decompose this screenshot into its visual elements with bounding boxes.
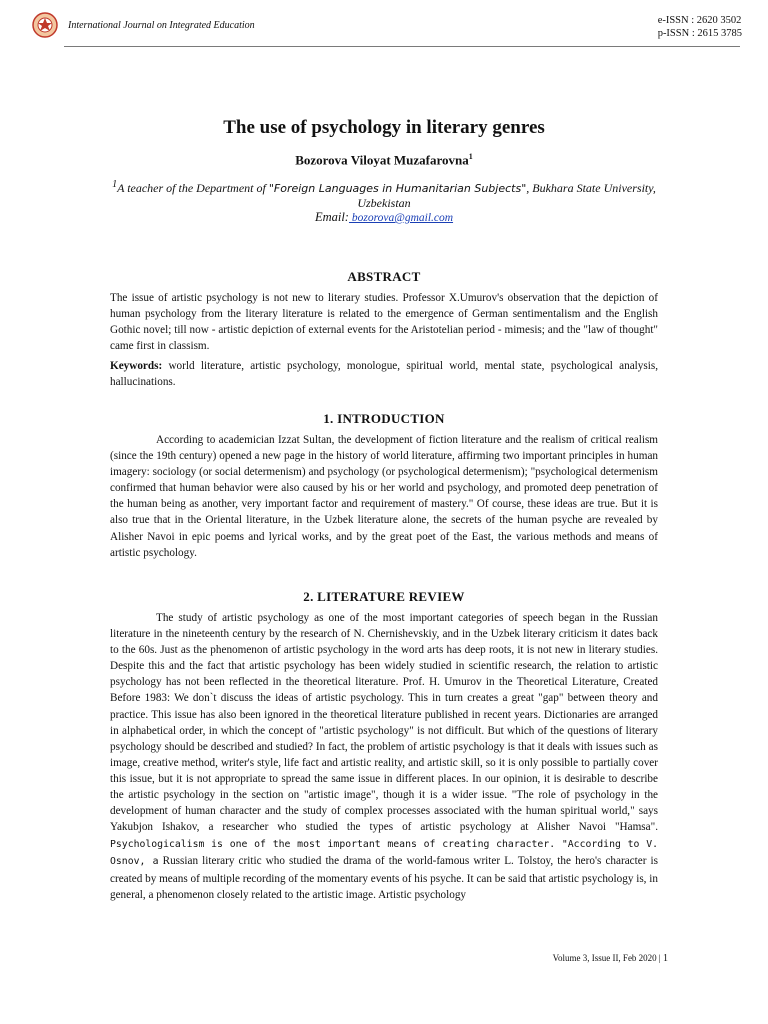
page-header (32, 8, 742, 46)
literature-review-heading: 2. LITERATURE REVIEW (303, 589, 465, 604)
author-sup: 1 (468, 152, 473, 161)
header-rule (64, 46, 740, 47)
keywords-text: world literature, artistic psychology, monologue, spiritual world, mental state, psychological analysis, hallucinations. (110, 360, 658, 389)
abstract-text: The issue of artistic psychology is not new to literary studies. Professor X.Umurov's observation that the depiction of human psychology from the literary literature is related to the emergence of German sentimentalism and the English Gothic novel; till now - artistic depiction of external events for the Aristotelian period - mimesis; and the "law of thought" came first in classism. (110, 292, 658, 353)
literature-review-sans-segment: Psychologicalism is one of the most important means of creating character. "According to V. Osnov, a (110, 839, 658, 868)
footer-volume: Volume 3, Issue II, Feb 2020 | (552, 953, 663, 963)
email-link[interactable]: bozorova@gmail.com (348, 212, 454, 224)
author-name (0, 152, 768, 168)
page-number: 1 (663, 953, 668, 964)
introduction-text: According to academician Izzat Sultan, the development of fiction literature and the realism of critical realism (since the 19th century) opened a new page in the history of world literature, affirming two important principles in human imagery: sociology (or social determenism) and psychology (or psychological determenism); "psychological determenism confirmed that human behavior were also caused by his or her world and psychology, and promoted deep penetration of the human being as another, very important factor and requirement of mastery." Of course, these ideas are true. But it is also true that in the Oriental literature, in the Uzbek literature alone, the secrets of the human psyche are revealed by Alisher Navoi in epic poems and lyrical works, and by the great poet of the East, the various methods and means of artistic psychology. (110, 434, 658, 559)
affiliation-prefix: A teacher of the Department of (117, 181, 269, 195)
eissn: e-ISSN : 2620 3502 (657, 15, 742, 26)
page-footer (553, 953, 668, 964)
issn-block (658, 14, 742, 40)
paper-title: The use of psychology in literary genres (223, 117, 545, 138)
pissn: p-ISSN : 2615 3785 (657, 28, 742, 39)
affiliation-department: "Foreign Languages in Humanitarian Subjects" (268, 182, 527, 195)
keywords (110, 358, 658, 390)
author-name-text: Bozorova Viloyat Muzafarovna (295, 152, 469, 168)
introduction-heading: 1. INTRODUCTION (323, 411, 445, 426)
journal-logo-icon (32, 12, 58, 38)
email-label: Email: (314, 210, 349, 224)
email-line (0, 210, 768, 225)
literature-review-tail: Russian literary critic who studied the drama of the world-famous writer L. Tolstoy, the hero's character is created by means of multiple recording of the momentary events of his psyche. It can be said that artistic psychology is, in general, a phenomenon closely related to the artistic image. Artistic psychology (110, 855, 658, 901)
abstract-heading: ABSTRACT (347, 269, 421, 284)
affiliation-sup: 1 (112, 179, 118, 190)
journal-name: International Journal on Integrated Education (68, 20, 255, 31)
literature-review-text (110, 610, 658, 903)
affiliation-suffix: , Bukhara State University, Uzbekistan (357, 181, 656, 210)
keywords-label: Keywords: (110, 360, 163, 372)
literature-review-main: The study of artistic psychology as one of the most important categories of speech began in the Russian literature in the nineteenth century by the research of N. Chernishevskiy, and in the Uzbek literary criticism it dates back to the 60s. Just as the phenomenon of artistic psychology in the word arts has deep roots, it is not new in literary studies. Despite this and the fact that artistic psychology has been widely studied in scientific research, the relation to artistic psychology has not been reflected in the theoretical literature. Prof. H. Umurov in the Theoretical Literature, Created Before 1983: We don`t discuss the ideas of artistic psychology. This in turn creates a great "gap" between theory and practice. This issue has also been ignored in the theoretical literature published in recent years. Dictionaries are arranged in alphabetical order, in which the concept of "artistic psychology" is not difficult. But which of the questions of literary psychology should be described and studied? In fact, the problem of artistic psychology is that it deals with issues such as image, creative method, writer's style, life fact and artistic reality, and artistic skill, so it is only possible to partially cover this issue, but it is not appropriate to spread the same issue in different places. In our opinion, it is desirable to describe the artistic psychology in the section on "artistic image", though it is a wider issue. "The role of psychology in the development of human character and the study of complex processes associated with the human spiritual world," says Yakubjon Ishakov, a researcher who studied the types of artistic psychology at Alisher Navoi "Hamsa". (110, 612, 658, 834)
affiliation (110, 177, 658, 211)
